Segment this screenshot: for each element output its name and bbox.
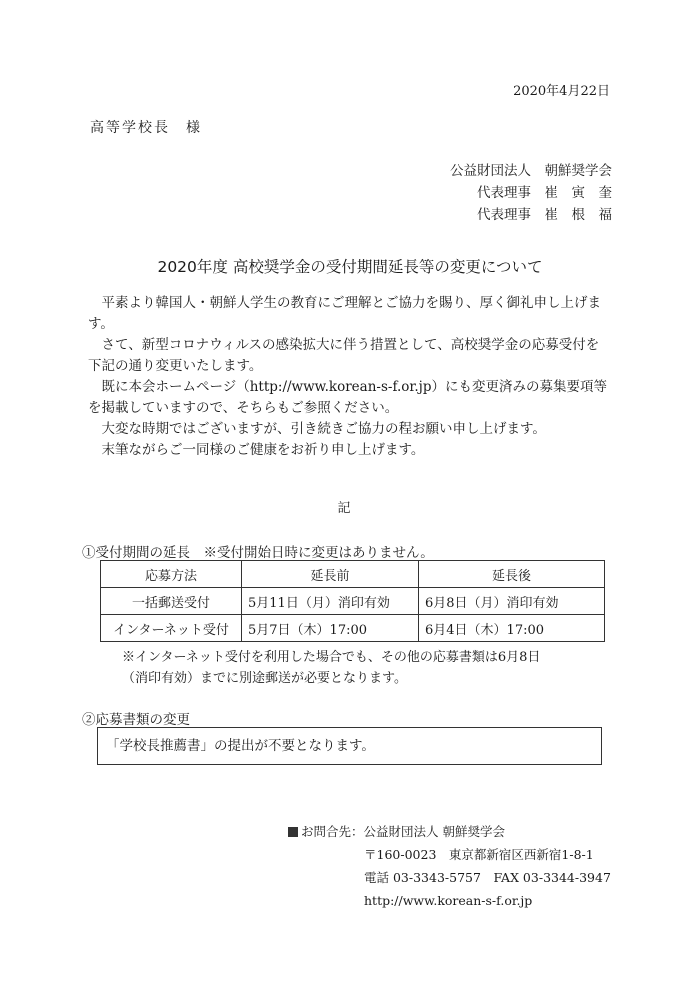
recipient: 高等学校長 様: [90, 120, 202, 136]
row-before: 5月7日（木）17:00: [242, 615, 419, 642]
ki-marker: 記: [337, 501, 351, 516]
header-after: 延長後: [419, 561, 605, 588]
sender-block: [450, 160, 612, 226]
contact-url: http://www.korean-s-f.or.jp: [364, 893, 533, 908]
contact-phone: 電話 03-3343-5757 FAX 03-3344-3947: [364, 870, 611, 885]
sender-representative-2: 代表理事 崔 根 福: [477, 207, 612, 223]
contact-block: [288, 820, 611, 912]
document-date: 2020年4月22日: [513, 84, 610, 99]
row-before: 5月11日（月）消印有効: [242, 588, 419, 615]
paragraph-change-notice: さて、新型コロナウィルスの感染拡大に伴う措置として、高校奨学金の応募受付を下記の通り変更いたします。: [88, 337, 600, 374]
note-line-2: （消印有効）までに別途郵送が必要となります。: [122, 671, 407, 686]
row-after: 6月4日（木）17:00: [419, 615, 605, 642]
section1-heading: ①受付期間の延長 ※受付開始日時に変更はありません。: [82, 545, 434, 561]
paragraph-closing: 末筆ながらご一同様のご健康をお祈り申し上げます。: [101, 442, 425, 458]
sender-representative-1: 代表理事 崔 寅 奎: [477, 185, 612, 201]
note-line-1: ※インターネット受付を利用した場合でも、その他の応募書類は6月8日: [122, 650, 541, 665]
body-text: [88, 293, 608, 461]
contact-label-line: [288, 820, 611, 843]
header-method: 応募方法: [101, 561, 242, 588]
contact-label: お問合先：公益財団法人 朝鮮奨学会: [301, 824, 505, 839]
header-before: 延長前: [242, 561, 419, 588]
paragraph-greeting: 平素より韓国人・朝鮮人学生の教育にご理解とご協力を賜り、厚く御礼申し上げます。: [88, 295, 601, 332]
section2-heading: ②応募書類の変更: [82, 712, 190, 728]
row-after: 6月8日（月）消印有効: [419, 588, 605, 615]
schedule-table: [100, 560, 605, 642]
table-header-row: [101, 561, 605, 588]
internet-note: [122, 647, 540, 689]
document-change-box: 「学校長推薦書」の提出が不要となります。: [97, 727, 602, 765]
square-bullet-icon: [288, 827, 298, 837]
contact-address: 〒160-0023 東京都新宿区西新宿1-8-1: [364, 847, 594, 862]
sender-organization: 公益財団法人 朝鮮奨学会: [450, 163, 612, 179]
row-method: インターネット受付: [101, 615, 242, 642]
row-method: 一括郵送受付: [101, 588, 242, 615]
paragraph-request: 大変な時期ではございますが、引き続きご協力の程お願い申し上げます。: [101, 421, 546, 437]
paragraph-homepage: 既に本会ホームページ（http://www.korean-s-f.or.jp）にも変更済みの募集要項等を掲載していますので、そちらもご参照ください。: [88, 379, 607, 416]
table-row: [101, 615, 605, 642]
document-title: 2020年度 高校奨学金の受付期間延長等の変更について: [157, 258, 543, 276]
table-row: [101, 588, 605, 615]
